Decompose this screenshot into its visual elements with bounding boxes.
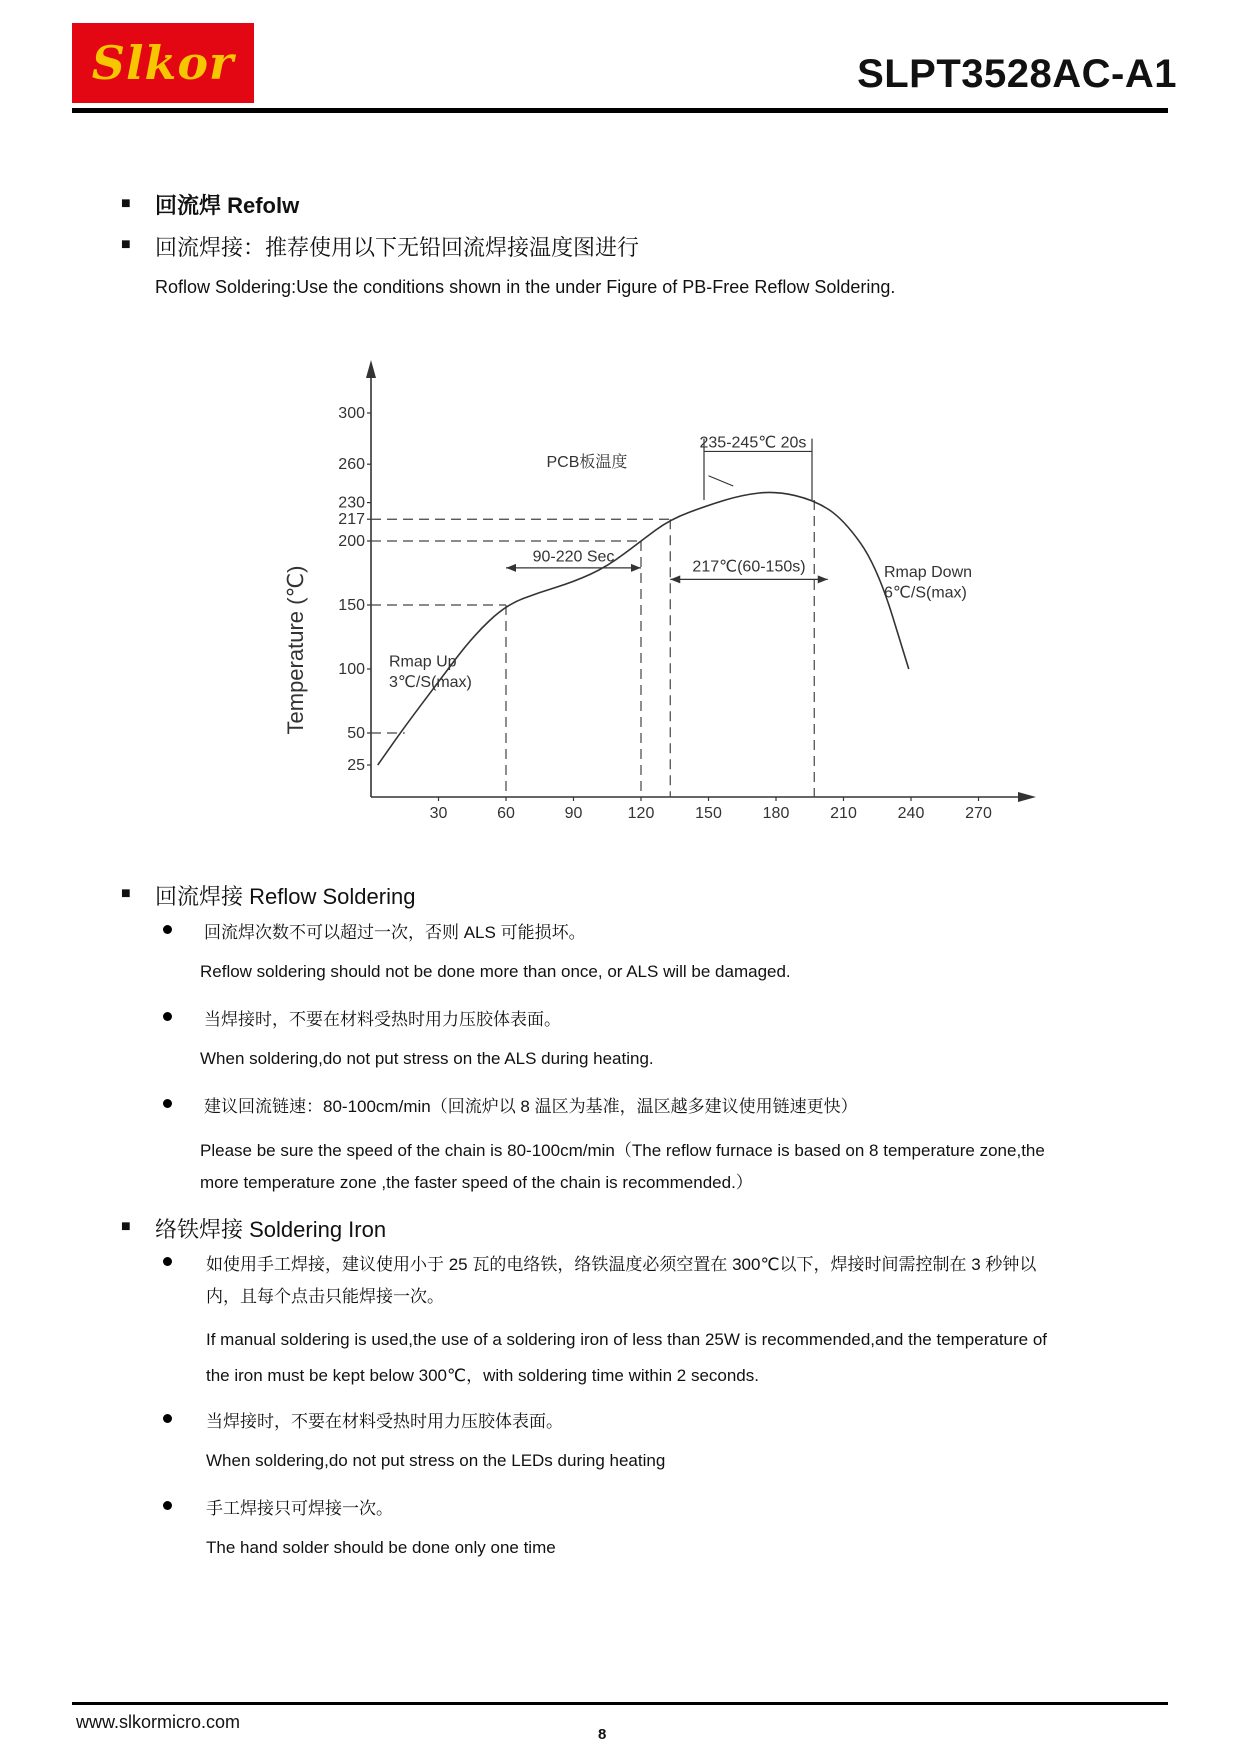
bullet-dot-icon [163, 1099, 172, 1108]
section-title-reflow-soldering: 回流焊接 Reflow Soldering [155, 884, 416, 909]
annotation-ramp-up-rate: 3℃/S(max) [389, 673, 472, 691]
liquidus-span-arrow-right [818, 575, 828, 583]
square-bullet-icon: ■ [121, 1218, 131, 1235]
x-tick-label: 240 [897, 805, 925, 822]
square-bullet-icon: ■ [121, 885, 131, 902]
x-tick-label: 210 [830, 805, 857, 822]
x-tick-label: 30 [429, 805, 448, 822]
section-title-reflow: 回流焊 Refolw [155, 193, 300, 218]
annotation-ramp-up: Rmap Up [389, 653, 457, 671]
y-tick-label: 217 [338, 511, 365, 529]
x-tick-label: 270 [965, 805, 992, 822]
pcb-pointer [709, 476, 734, 486]
bullet-text-cn: 建议回流链速：80-100cm/min（回流炉以 8 温区为基准，温区越多建议使用链速更快） [204, 1097, 858, 1116]
y-axis-label: Temperature (℃) [283, 565, 308, 735]
x-tick-label: 60 [497, 805, 515, 822]
header-rule [72, 108, 1168, 113]
y-tick-label: 300 [338, 405, 365, 422]
bullet-text-cn: 内，且每个点击只能焊接一次。 [206, 1287, 444, 1306]
bullet-text-cn: 回流焊次数不可以超过一次，否则 ALS 可能损坏。 [204, 923, 586, 942]
bullet-dot-icon [163, 1414, 172, 1423]
profile-subtitle: Roflow Soldering:Use the conditions shown in the under Figure of PB-Free Reflow Soldering. [155, 277, 896, 297]
bullet-text-cn: 手工焊接只可焊接一次。 [206, 1499, 393, 1518]
annotation-ramp-down: Rmap Down [884, 563, 973, 581]
bullet-text-en: Reflow soldering should not be done more than once, or ALS will be damaged. [200, 962, 791, 981]
bullet-dot-icon [163, 1501, 172, 1510]
bullet-text-en: more temperature zone ,the faster speed of the chain is recommended.） [200, 1173, 753, 1192]
logo: Slkor [72, 23, 254, 103]
x-tick-label: 180 [762, 805, 790, 822]
annotation-peak: 235-245℃ 20s [699, 434, 807, 452]
model-number: SLPT3528AC-A1 [857, 52, 1177, 96]
bullet-text-en: When soldering,do not put stress on the ALS during heating. [200, 1049, 654, 1068]
y-tick-label: 25 [347, 757, 365, 774]
page-number: 8 [598, 1726, 607, 1743]
bullet-text-en: When soldering,do not put stress on the LEDs during heating [206, 1451, 666, 1470]
preheat-span-arrow-left [506, 564, 516, 572]
liquidus-span-arrow-left [670, 575, 680, 583]
x-tick-label: 90 [564, 805, 583, 822]
bullet-dot-icon [163, 925, 172, 934]
y-tick-label: 150 [338, 597, 365, 614]
annotation-preheat: 90-220 Sec [532, 548, 615, 566]
section-title-profile: 回流焊接：推荐使用以下无铅回流焊接温度图进行 [155, 235, 640, 260]
annotation-liquidus: 217℃(60-150s) [692, 558, 806, 576]
y-tick-label: 100 [338, 661, 365, 678]
bullet-text-en: If manual soldering is used,the use of a soldering iron of less than 25W is recommended,and the temperature of [206, 1330, 1048, 1349]
annotation-pcb: PCB板温度 [546, 453, 628, 471]
reflow-profile-chart [0, 350, 1241, 830]
bullet-dot-icon [163, 1257, 172, 1266]
bullet-text-en: the iron must be kept below 300℃，with soldering time within 2 seconds. [206, 1366, 759, 1385]
footer-url: www.slkormicro.com [76, 1712, 241, 1732]
profile-curve [378, 492, 909, 765]
square-bullet-icon: ■ [121, 236, 131, 253]
y-axis-arrow [366, 360, 376, 378]
preheat-span-arrow-right [631, 564, 641, 572]
bullet-text-cn: 当焊接时，不要在材料受热时用力压胶体表面。 [204, 1010, 561, 1029]
y-tick-label: 260 [338, 456, 365, 474]
bullet-text-cn: 当焊接时，不要在材料受热时用力压胶体表面。 [206, 1412, 563, 1431]
square-bullet-icon: ■ [121, 195, 131, 212]
y-tick-label: 230 [338, 494, 365, 512]
bullet-dot-icon [163, 1012, 172, 1021]
x-axis-arrow [1018, 792, 1036, 802]
x-tick-label: 150 [695, 805, 722, 822]
bullet-text-cn: 如使用手工焊接，建议使用小于 25 瓦的电络铁，络铁温度必须空置在 300℃以下，焊接时间需控制在 3 秒钟以 [206, 1255, 1037, 1274]
bullet-text-en: The hand solder should be done only one time [206, 1538, 556, 1557]
y-tick-label: 50 [347, 725, 365, 742]
y-tick-label: 200 [338, 533, 365, 550]
x-tick-label: 120 [627, 805, 655, 822]
footer-rule [72, 1702, 1168, 1705]
bullet-text-en: Please be sure the speed of the chain is 80-100cm/min（The reflow furnace is based on 8 temperature zone,the [200, 1141, 1045, 1160]
annotation-ramp-down-rate: 6℃/S(max) [884, 584, 967, 602]
section-title-soldering-iron: 络铁焊接 Soldering Iron [155, 1217, 387, 1242]
